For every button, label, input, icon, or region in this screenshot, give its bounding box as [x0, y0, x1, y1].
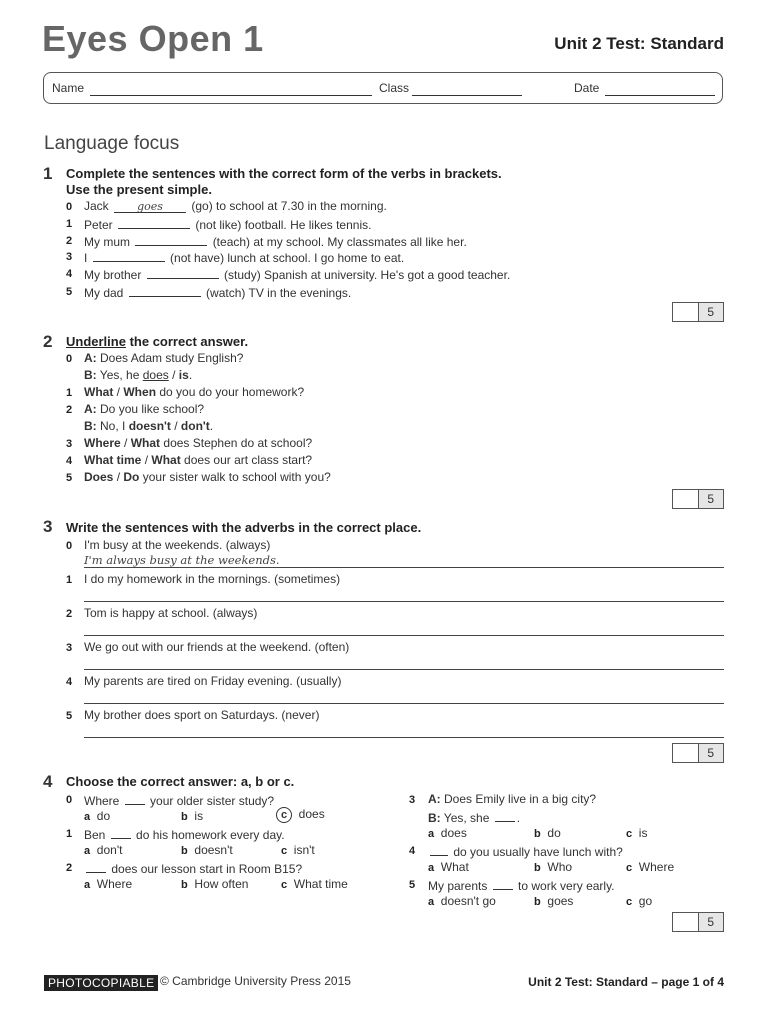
q4-instruction: Choose the correct answer: a, b or c.	[66, 774, 295, 789]
q3-instruction: Write the sentences with the adverbs in the correct place.	[66, 520, 422, 535]
q2-item: Does / Do your sister walk to school with you?	[84, 470, 331, 484]
q4-item-number: 0	[66, 794, 73, 806]
name-field[interactable]	[90, 95, 372, 96]
q2-item-number: 5	[66, 472, 73, 484]
q4-item: Where your older sister study?	[84, 794, 275, 808]
q3-item-text: My parents are tired on Friday evening. (usually)	[84, 674, 342, 688]
q3-example-answer: I'm always busy at the weekends.	[84, 553, 280, 567]
option[interactable]: What	[130, 436, 161, 450]
q3-answer-line[interactable]	[84, 669, 724, 670]
q3-number: 3	[43, 517, 53, 536]
q3-item-number: 3	[66, 642, 73, 654]
q3-answer-line[interactable]	[84, 601, 724, 602]
q3-item-number: 5	[66, 710, 73, 722]
q2-item-number: 1	[66, 387, 73, 399]
q4-option[interactable]: c Where	[626, 860, 675, 874]
q4-item-number: 2	[66, 862, 73, 874]
q2-item: Where / What does Stephen do at school?	[84, 436, 313, 450]
q3-answer-line[interactable]	[84, 703, 724, 704]
photocopiable-badge: PHOTOCOPIABLE	[44, 975, 158, 991]
q3-item-text: I'm busy at the weekends. (always)	[84, 538, 271, 552]
class-field[interactable]	[412, 95, 522, 96]
q4-option[interactable]: b do	[534, 826, 561, 840]
q2-item: What time / What does our art class start?	[84, 453, 313, 467]
q1-answer-field[interactable]	[118, 216, 190, 229]
q1-item-text: My brother (study) Spanish at university. He's got a good teacher.	[84, 268, 511, 282]
q2-instruction: Underline the correct answer.	[66, 334, 249, 349]
q2-item-number: 4	[66, 455, 73, 467]
q2-item-number: 2	[66, 404, 73, 416]
brand-title: Eyes Open 1	[42, 18, 264, 59]
score-entry[interactable]	[673, 490, 699, 508]
q4-option[interactable]: a does	[428, 826, 467, 840]
test-title: Unit 2 Test: Standard	[554, 34, 724, 53]
option[interactable]: Where	[84, 436, 121, 450]
q1-item: 0	[66, 201, 73, 213]
q4-item: B: Yes, she .	[428, 811, 521, 825]
q4-option[interactable]: a do	[84, 809, 111, 823]
q3-answer-line[interactable]	[84, 635, 724, 636]
date-field[interactable]	[605, 95, 715, 96]
q4-option[interactable]: b How often	[181, 877, 249, 891]
q4-option[interactable]: b doesn't	[181, 843, 233, 857]
q4-option[interactable]: c What time	[281, 877, 348, 891]
q3-item-number: 0	[66, 540, 73, 552]
option[interactable]: don't	[180, 419, 210, 433]
option[interactable]: What time	[84, 453, 142, 467]
q2-item: What / When do you do your homework?	[84, 385, 305, 399]
q4-option[interactable]: c go	[626, 894, 653, 908]
q4-item-number: 1	[66, 828, 73, 840]
q3-score-box	[672, 743, 724, 763]
page-label: Unit 2 Test: Standard – page 1 of 4	[528, 975, 724, 989]
q1-answer-field[interactable]: goes	[114, 200, 186, 213]
q1-answer-field[interactable]	[135, 233, 207, 246]
q4-number: 4	[43, 772, 53, 791]
q1-answer-field[interactable]	[147, 266, 219, 279]
class-label: Class	[379, 81, 410, 95]
q3-item-text: I do my homework in the mornings. (sometimes)	[84, 572, 341, 586]
q2-number: 2	[43, 332, 53, 351]
option[interactable]: What	[84, 385, 114, 399]
option[interactable]: Does	[84, 470, 114, 484]
copyright-text: © Cambridge University Press 2015	[160, 974, 351, 988]
q1-item: 3	[66, 251, 73, 263]
q3-answer-line[interactable]	[84, 567, 724, 568]
q1-item: 4	[66, 268, 73, 280]
q1-number: 1	[43, 164, 53, 183]
q4-item-number: 3	[409, 794, 416, 806]
q4-item: do you usually have lunch with?	[428, 843, 623, 859]
q1-item-text: My dad (watch) TV in the evenings.	[84, 286, 352, 300]
q3-item-number: 1	[66, 574, 73, 586]
q4-option[interactable]: c isn't	[281, 843, 315, 857]
score-total: 5	[699, 490, 724, 508]
score-total: 5	[699, 744, 724, 762]
q1-item: 1	[66, 218, 73, 230]
q3-item-text: We go out with our friends at the weekend. (often)	[84, 640, 350, 654]
q2-example-a: A: Does Adam study English?	[84, 351, 244, 365]
q2-score-box	[672, 489, 724, 509]
q2-item-number: 0	[66, 353, 73, 365]
q4-item: does our lesson start in Room B15?	[84, 860, 302, 876]
q4-option[interactable]: a doesn't go	[428, 894, 496, 908]
score-entry[interactable]	[673, 913, 699, 931]
q2-example-b: B: Yes, he does / is.	[84, 368, 193, 382]
q1-item-text: Peter (not like) football. He likes tennis.	[84, 218, 372, 232]
q4-option-selected[interactable]: c does	[276, 807, 325, 823]
q3-item-text: Tom is happy at school. (always)	[84, 606, 258, 620]
score-entry[interactable]	[673, 303, 699, 321]
q3-item-text: My brother does sport on Saturdays. (never)	[84, 708, 320, 722]
q4-option[interactable]: a don't	[84, 843, 123, 857]
q1-item-text: Jack goes (go) to school at 7.30 in the morning.	[84, 199, 387, 213]
score-entry[interactable]	[673, 744, 699, 762]
q1-item: 2	[66, 235, 73, 247]
q1-answer-field[interactable]	[129, 284, 201, 297]
q3-item-number: 4	[66, 676, 73, 688]
option[interactable]: doesn't	[128, 419, 171, 433]
option[interactable]: When	[123, 385, 157, 399]
q3-item-number: 2	[66, 608, 73, 620]
q4-item: Ben do his homework every day.	[84, 828, 285, 842]
option[interactable]: Do	[123, 470, 140, 484]
q2-item-number: 3	[66, 438, 73, 450]
date-label: Date	[574, 81, 600, 95]
q4-option[interactable]: b is	[181, 809, 204, 823]
q4-option[interactable]: a What	[428, 860, 469, 874]
q4-option[interactable]: b Who	[534, 860, 573, 874]
option[interactable]: What	[151, 453, 181, 467]
q1-score-box	[672, 302, 724, 322]
score-total: 5	[699, 913, 724, 931]
name-label: Name	[52, 81, 85, 95]
q4-item-number: 4	[409, 845, 416, 857]
q1-item-text: My mum (teach) at my school. My classmates all like her.	[84, 235, 467, 249]
q1-item: 5	[66, 286, 73, 298]
q1-answer-field[interactable]	[93, 249, 165, 262]
q4-option[interactable]: b goes	[534, 894, 574, 908]
q4-item: A: Does Emily live in a big city?	[428, 792, 597, 806]
q1-instruction: Complete the sentences with the correct form of the verbs in brackets. Use the present simple.	[66, 166, 502, 197]
score-total: 5	[699, 303, 724, 321]
q4-option[interactable]: c is	[626, 826, 648, 840]
q4-option[interactable]: a Where	[84, 877, 133, 891]
selected-answer-circle: c	[276, 807, 292, 823]
q1-item-text: I (not have) lunch at school. I go home to eat.	[84, 251, 405, 265]
q3-answer-line[interactable]	[84, 737, 724, 738]
q4-item: My parents to work very early.	[428, 879, 615, 893]
q2-item: A: Do you like school?	[84, 402, 205, 416]
q4-score-box	[672, 912, 724, 932]
q4-item-number: 5	[409, 879, 416, 891]
q2-item: B: No, I doesn't / don't.	[84, 419, 214, 433]
section-heading: Language focus	[44, 133, 180, 154]
